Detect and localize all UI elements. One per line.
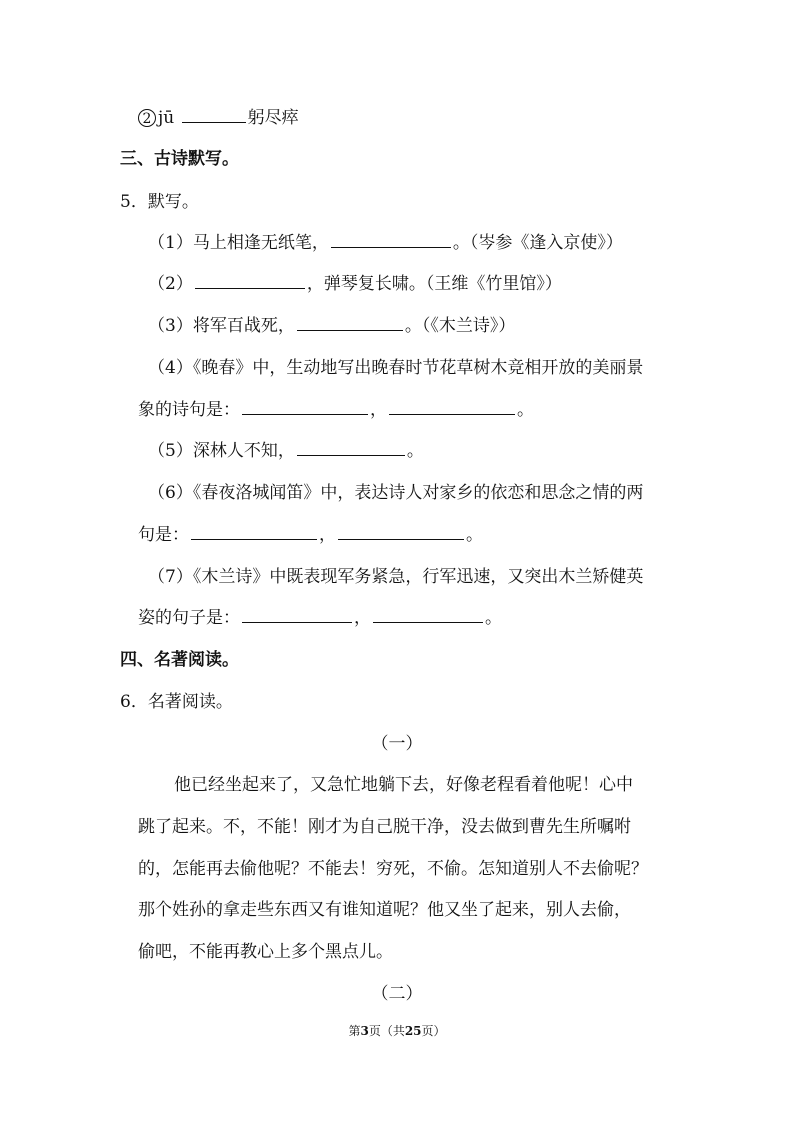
q5-item-1-source: 。（岑参《逢入京使》） bbox=[452, 233, 623, 253]
q4-item-2 bbox=[138, 106, 794, 130]
q5-item-5-text: （5）深林人不知， bbox=[148, 441, 295, 461]
passage-line-3: 的，怎能再去偷他呢？不能去！穷死，不偷。怎知道别人不去偷呢？ bbox=[138, 859, 648, 879]
q5-item-4-line2 bbox=[138, 398, 794, 422]
passage-line-2: 跳了起来。不，不能！刚才为自己脱干净，没去做到曹先生所嘱咐 bbox=[138, 817, 631, 837]
period: 。 bbox=[466, 525, 483, 545]
q5-item-3-text: （3）将军百战死， bbox=[148, 316, 295, 336]
q5-item-6-line2 bbox=[138, 523, 794, 547]
q5-item-2-num: （2） bbox=[148, 274, 193, 294]
answer-blank[interactable] bbox=[331, 231, 451, 248]
period: 。 bbox=[485, 608, 502, 628]
total-pages: 25 bbox=[404, 1024, 422, 1038]
answer-blank[interactable] bbox=[373, 606, 483, 623]
footer-prefix: 第 bbox=[348, 1024, 361, 1038]
q5-item-3-source: 。（《木兰诗》） bbox=[404, 316, 516, 336]
q5-item-4-line1: （4）《晚春》中，生动地写出晚春时节花草树木竞相开放的美丽景 bbox=[148, 358, 644, 378]
q5-item-5 bbox=[148, 439, 794, 463]
comma: ， bbox=[370, 400, 387, 420]
footer-mid: 页（共 bbox=[368, 1024, 405, 1038]
circled-number: 2 bbox=[138, 109, 156, 127]
q5-item-7-prompt: 姿的句子是： bbox=[138, 608, 240, 628]
q5-item-1-text: （1）马上相逢无纸笔， bbox=[148, 233, 329, 253]
comma: ， bbox=[319, 525, 336, 545]
current-page: 3 bbox=[360, 1024, 369, 1038]
part-2-heading: （二） bbox=[371, 984, 423, 1004]
pinyin: jū bbox=[158, 108, 175, 128]
period: 。 bbox=[517, 400, 534, 420]
q5-item-7-line2 bbox=[138, 606, 794, 630]
passage-line-5: 偷吧，不能再教心上多个黑点儿。 bbox=[138, 942, 393, 962]
answer-blank[interactable] bbox=[297, 439, 405, 456]
q5-item-4-prompt: 象的诗句是： bbox=[138, 400, 240, 420]
q5-item-6-prompt: 句是： bbox=[138, 525, 189, 545]
answer-blank[interactable] bbox=[242, 398, 368, 415]
q5-item-3 bbox=[148, 314, 794, 338]
section-3-title: 三、古诗默写。 bbox=[120, 149, 239, 169]
period: 。 bbox=[406, 441, 424, 461]
q5-item-1 bbox=[148, 231, 794, 255]
page-footer bbox=[0, 1023, 794, 1039]
passage-line-4: 那个姓孙的拿走些东西又有谁知道呢？他又坐了起来，别人去偷， bbox=[138, 900, 631, 920]
q5-item-7-line1: （7）《木兰诗》中既表现军务紧急，行军迅速，又突出木兰矫健英 bbox=[148, 567, 644, 587]
answer-blank[interactable] bbox=[338, 523, 464, 540]
q5-item-6-line1: （6）《春夜洛城闻笛》中，表达诗人对家乡的依恋和思念之情的两 bbox=[148, 483, 644, 503]
idiom-chars: 躬尽瘁 bbox=[247, 108, 299, 128]
answer-blank[interactable] bbox=[195, 272, 305, 289]
comma: ， bbox=[354, 608, 371, 628]
footer-suffix: 页） bbox=[421, 1024, 446, 1038]
answer-blank[interactable] bbox=[242, 606, 352, 623]
q5-label: 5．默写。 bbox=[120, 192, 199, 212]
q6-label: 6．名著阅读。 bbox=[120, 692, 233, 712]
part-1-heading: （一） bbox=[371, 734, 423, 754]
q5-item-2 bbox=[148, 272, 794, 296]
answer-blank[interactable] bbox=[297, 314, 403, 331]
q5-item-2-text: ，弹琴复长啸。（王维《竹里馆》） bbox=[306, 274, 562, 294]
answer-blank[interactable] bbox=[389, 398, 515, 415]
answer-blank[interactable] bbox=[182, 106, 246, 123]
answer-blank[interactable] bbox=[191, 523, 317, 540]
passage-line-1: 他已经坐起来了，又急忙地躺下去，好像老程看着他呢！心中 bbox=[174, 775, 633, 795]
section-4-title: 四、名著阅读。 bbox=[120, 650, 239, 670]
